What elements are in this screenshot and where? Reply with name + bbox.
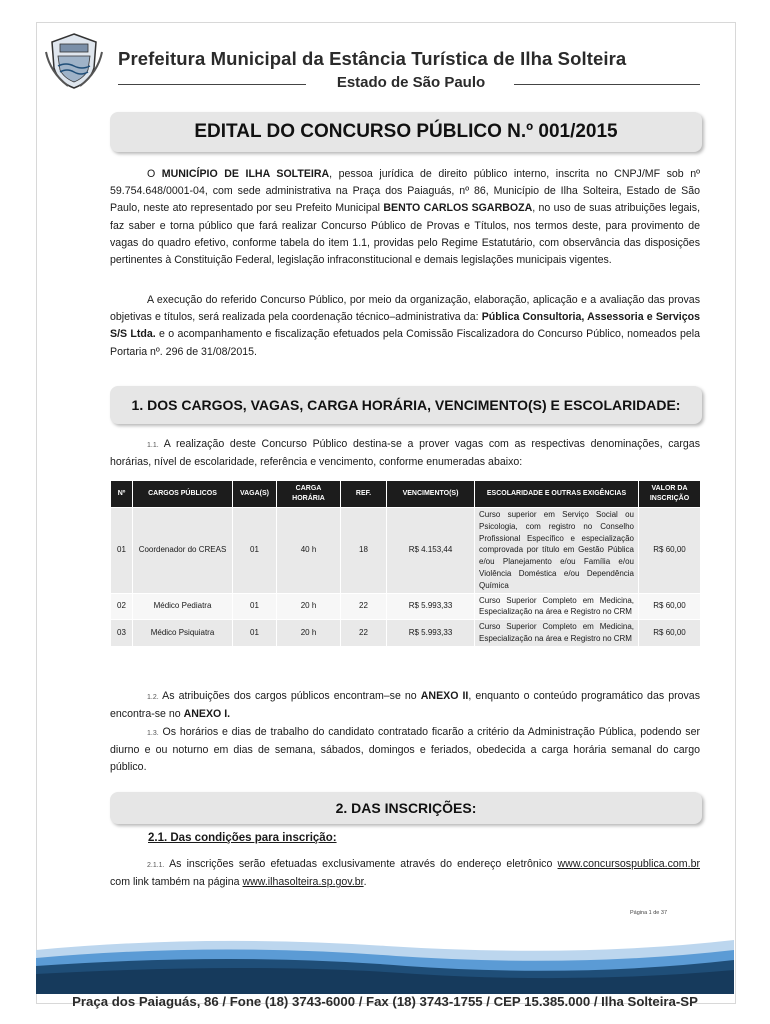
table-row xyxy=(111,620,701,647)
item-2-1-1: 2.1.1. As inscrições serão efetuadas exclusivamente através do endereço eletrônico www.concursospublica.com.br com link também na página www.ilhasolteira.sp.gov.br. xyxy=(110,858,700,889)
cell-carga: 20 h xyxy=(277,593,341,620)
cell-valor: R$ 60,00 xyxy=(639,620,701,647)
cell-vagas: 01 xyxy=(233,593,277,620)
cell-vencimento: R$ 5.993,33 xyxy=(387,620,475,647)
cell-escolaridade: Curso Superior Completo em Medicina, Especialização na área e Registro no CRM xyxy=(475,593,639,620)
col-header-carga: CARGA HORÁRIA xyxy=(277,481,341,508)
col-header-ref: REF. xyxy=(341,481,387,508)
cell-vencimento: R$ 4.153,44 xyxy=(387,508,475,594)
cell-cargo: Coordenador do CREAS xyxy=(133,508,233,594)
col-header-valor: VALOR DA INSCRIÇÃO xyxy=(639,481,701,508)
org-state: Estado de São Paulo xyxy=(336,74,486,91)
cell-carga: 40 h xyxy=(277,508,341,594)
col-header-escolaridade: ESCOLARIDADE E OUTRAS EXIGÊNCIAS xyxy=(475,481,639,508)
jobs-table xyxy=(110,480,701,647)
intro-paragraph-1: O MUNICÍPIO DE ILHA SOLTEIRA, pessoa jurídica de direito público interno, inscrita no CNPJ/MF sob nº 59.754.648/0001-04, com sede administrativa na Praça dos Paiaguás, nº 86, Município de Ilha Solteira, Estado de São Paulo, neste ato representado por seu Prefeito Municipal BENTO CARLOS SGARBOZA, no uso de suas atribuições legais, faz saber e torna público que fará realizar Concurso Público de Provas e Títulos, nos termos deste, para provimento de vagas do quadro efetivo, conforme tabela do item 1.1, providas pelo Regime Estatutário, com observância das disposições pertinentes à Constituição Federal, legislação infraconstitucional e demais legislações municipais vigentes. xyxy=(110,168,701,267)
cell-number: 01 xyxy=(111,508,133,594)
cell-number: 02 xyxy=(111,593,133,620)
col-header-number: Nº xyxy=(111,481,133,508)
col-header-vagas: VAGA(S) xyxy=(233,481,277,508)
cell-cargo: Médico Pediatra xyxy=(133,593,233,620)
link-concursos-publica[interactable]: www.concursospublica.com.br xyxy=(557,858,700,870)
section-1-title: 1. DOS CARGOS, VAGAS, CARGA HORÁRIA, VENCIMENTO(S) E ESCOLARIDADE: xyxy=(110,386,702,424)
footer-wave-decoration xyxy=(36,928,734,994)
table-header-row xyxy=(111,481,701,508)
cell-cargo: Médico Psiquiatra xyxy=(133,620,233,647)
table-row xyxy=(111,593,701,620)
org-title: Prefeitura Municipal da Estância Turística de Ilha Solteira xyxy=(118,48,627,69)
cell-valor: R$ 60,00 xyxy=(639,508,701,594)
cell-number: 03 xyxy=(111,620,133,647)
cell-vagas: 01 xyxy=(233,620,277,647)
cell-ref: 18 xyxy=(341,508,387,594)
footer-address: Praça dos Paiaguás, 86 / Fone (18) 3743-6000 / Fax (18) 3743-1755 / CEP 15.385.000 / Ilha Solteira-SP xyxy=(72,994,698,1009)
intro-paragraph-2: A execução do referido Concurso Público, por meio da organização, elaboração, aplicação e a avaliação das provas objetivas e títulos, será realizada pela coordenação técnico–administrativa da: Pública Consultoria, Assessoria e Serviços S/S Ltda. e o acompanhamento e fiscalização efetuados pela Comissão Fiscalizadora do Concurso Público, nomeados pela Portaria nº. 296 de 31/08/2015. xyxy=(110,294,701,358)
cell-valor: R$ 60,00 xyxy=(639,593,701,620)
cell-ref: 22 xyxy=(341,620,387,647)
item-1-2: 1.2. As atribuições dos cargos públicos encontram–se no ANEXO II, enquanto o conteúdo programático das provas encontra-se no ANEXO I. xyxy=(110,690,700,721)
cell-ref: 22 xyxy=(341,593,387,620)
section-2-title: 2. DAS INSCRIÇÕES: xyxy=(110,792,702,824)
cell-vagas: 01 xyxy=(233,508,277,594)
subsection-2-1-title: 2.1. Das condições para inscrição: xyxy=(148,832,337,844)
cell-vencimento: R$ 5.993,33 xyxy=(387,593,475,620)
item-1-1: 1.1. A realização deste Concurso Público destina-se a prover vagas com as respectivas denominações, cargas horárias, nível de escolaridade, referência e vencimento, conforme enumeradas abaixo: xyxy=(110,438,700,469)
link-ilha-solteira[interactable]: www.ilhasolteira.sp.gov.br xyxy=(242,876,364,889)
page-number: Página 1 de 37 xyxy=(630,910,668,916)
cell-carga: 20 h xyxy=(277,620,341,647)
document-title: EDITAL DO CONCURSO PÚBLICO N.º 001/2015 xyxy=(110,112,702,152)
col-header-cargo: CARGOS PÚBLICOS xyxy=(133,481,233,508)
item-1-3: 1.3. Os horários e dias de trabalho do candidato contratado ficarão a critério da Administração Pública, podendo ser diurno e ou noturno em dias de semana, sábados, domingos e feriados, obedecida a carga horária semanal do cargo público. xyxy=(110,726,700,774)
col-header-vencimento: VENCIMENTO(S) xyxy=(387,481,475,508)
cell-escolaridade: Curso superior em Serviço Social ou Psicologia, com registro no Conselho Profissional Específico e especialização comprovada por título em Gestão Pública e/ou Planejamento e/ou Família e/ou Violência Doméstica e/ou Dependência Química xyxy=(475,508,639,594)
cell-escolaridade: Curso Superior Completo em Medicina, Especialização na área e Registro no CRM xyxy=(475,620,639,647)
table-row xyxy=(111,508,701,594)
